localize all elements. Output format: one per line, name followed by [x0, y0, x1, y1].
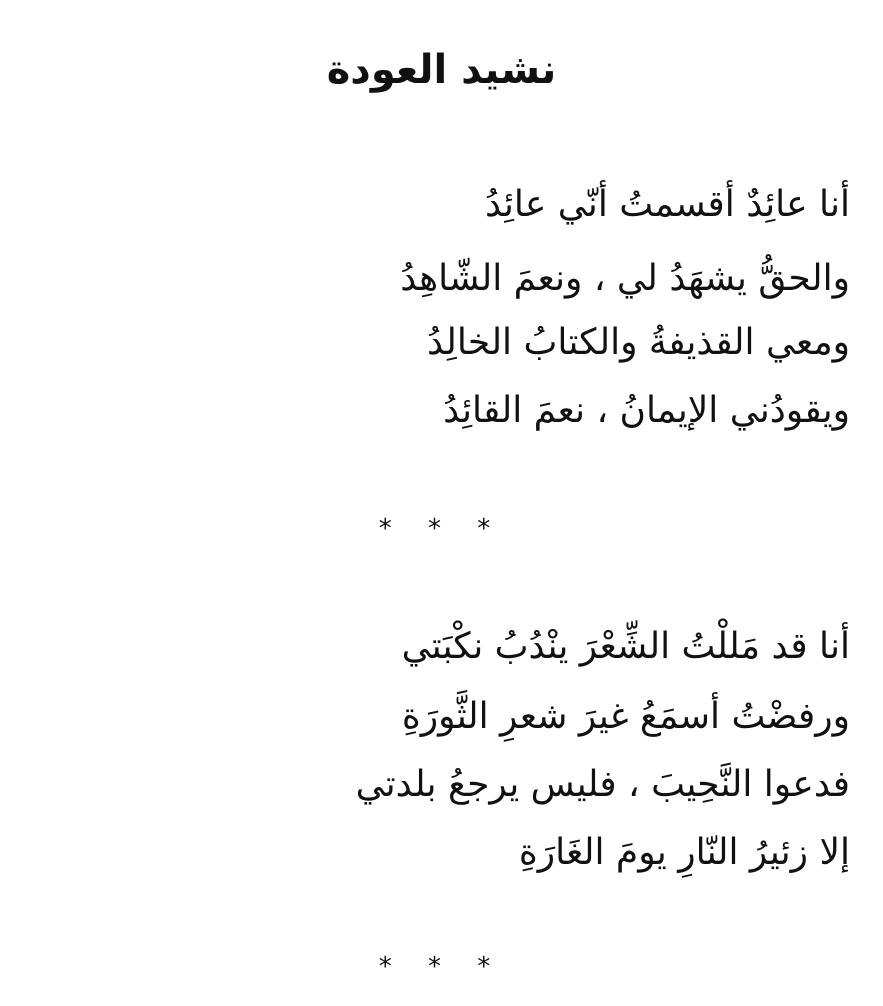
- poem-title: نشيد العودة: [326, 47, 557, 93]
- verse-line-1: أنا عائِدٌ أقسمتُ أنّي عائِدُ: [484, 184, 850, 225]
- stanza-divider-1: * * *: [378, 514, 505, 544]
- verse-line-5: أنا قد مَللْتُ الشِّعْرَ ينْدُبُ نكْبَتي: [401, 626, 850, 667]
- verse-line-2: والحقُّ يشهَدُ لي ، ونعمَ الشّاهِدُ: [400, 258, 850, 299]
- verse-line-3: ومعي القذيفةُ والكتابُ الخالِدُ: [427, 322, 850, 363]
- verse-line-7: فدعوا النَّحِيبَ ، فليس يرجعُ بلدتي: [355, 764, 850, 805]
- verse-line-6: ورفضْتُ أسمَعُ غيرَ شعرِ الثَّورَةِ: [401, 696, 850, 737]
- stanza-divider-2: * * *: [378, 952, 505, 982]
- verse-line-4: ويقودُني الإيمانُ ، نعمَ القائِدُ: [443, 390, 850, 431]
- verse-line-8: إلا زئيرُ النّارِ يومَ الغَارَةِ: [518, 832, 850, 873]
